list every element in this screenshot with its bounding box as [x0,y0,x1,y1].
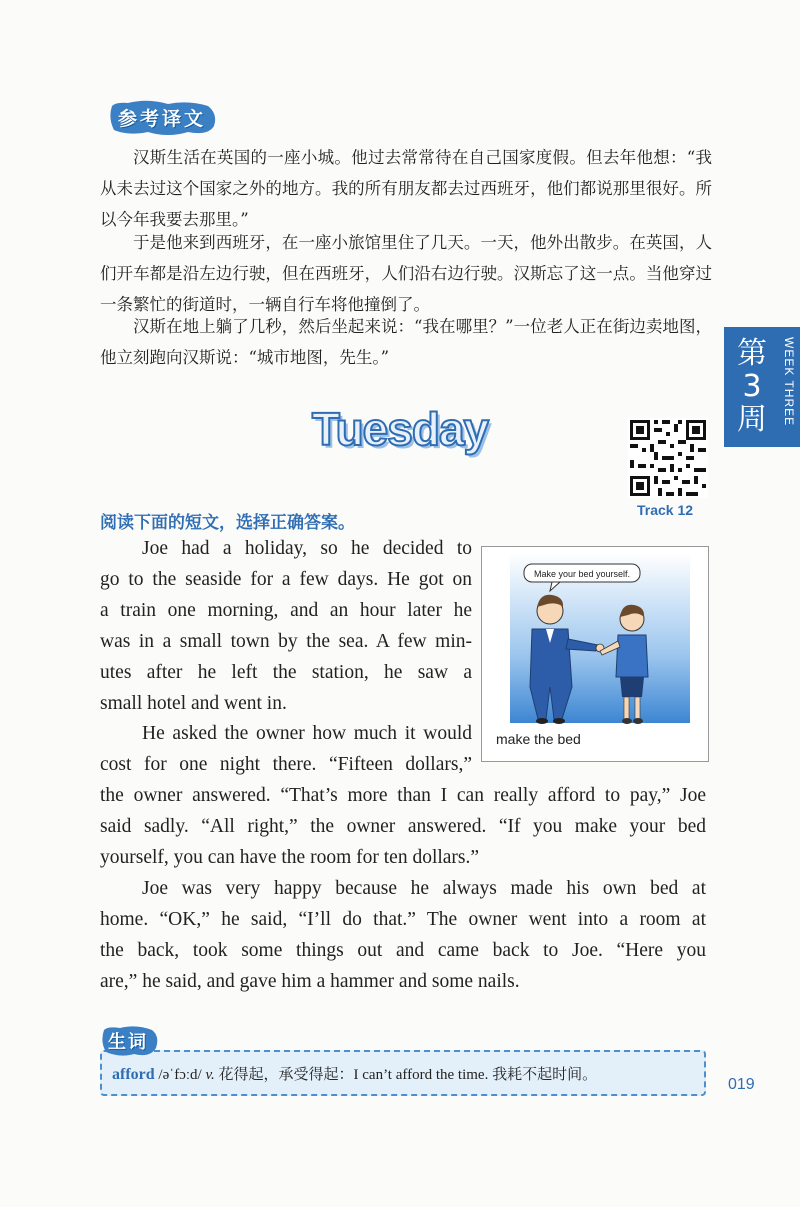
illustration-caption: make the bed [496,731,581,747]
passage-line: are,” he said, and gave him a hammer and some nails. [100,971,520,992]
passage-line: a train one morning, and an hour later he [100,600,472,621]
reference-translation-badge [108,98,218,138]
passage-line: home. “OK,” he said, “I’ll do that.” The owner went into a room at [100,909,706,930]
speech-bubble-text: Make your bed yourself. [533,569,631,579]
passage-line: Joe was very happy because he always made his own bed at [142,878,706,899]
passage-line: Joe had a holiday, so he decided to [142,538,472,559]
passage-paragraph-3 [100,873,706,997]
passage-line: utes after he left the station, he saw a [100,662,472,683]
translation-paragraph-1: 汉斯生活在英国的一座小城。他过去常常待在自己国家度假。但去年他想：“我从未去过这个国家之外的地方。我的所有朋友都去过西班牙，他们都说那里很好。所以今年我要去那里。” [100,148,712,229]
reference-badge-label: 参考译文 [118,108,207,130]
passage-line: cost for one night there. “Fifteen dollars,” [100,754,472,775]
vocabulary-phonetic: /əˈfɔːd/ [154,1067,206,1083]
illustration [481,546,709,762]
passage-line: was in a small town by the sea. A few min- [100,631,472,652]
vocabulary-box [100,1050,706,1096]
passage-line: yourself, you can have the room for ten dollars.” [100,847,480,868]
vocabulary-entry [112,1063,597,1084]
translation-paragraph-3: 汉斯在地上躺了几秒，然后坐起来说：“我在哪里？”一位老人正在街边卖地图，他立刻跑向汉斯说：“城市地图，先生。” [100,317,712,367]
vocabulary-pos: v. [205,1067,215,1083]
week-tab [724,327,800,447]
illustration-figure [482,547,708,761]
day-title: Tuesday [311,403,489,455]
passage-paragraph-2-bottom [100,780,706,873]
translation-paragraph-2: 于是他来到西班牙，在一座小旅馆里住了几天。一天，他外出散步。在英国，人们开车都是沿左边行驶，但在西班牙，人们沿右边行驶。汉斯忘了这一点。当他穿过一条繁忙的街道时，一辆自行车将他撞倒了。 [100,233,712,314]
track-label: Track 12 [637,502,694,518]
instruction: 阅读下面的短文，选择正确答案。 [100,513,355,533]
vocabulary-word: afford [112,1066,155,1083]
passage-paragraph-1 [100,533,472,719]
qr-code-icon[interactable] [628,418,708,498]
passage-paragraph-2-top [100,718,472,780]
passage-line: said sadly. “All right,” the owner answered. “If you make your bed [100,816,706,837]
passage-line: go to the seaside for a few days. He got on [100,569,472,590]
passage-line: the owner answered. “That’s more than I can really afford to pay,” Joe [100,785,706,806]
week-tab-en: WEEK THREE [782,337,796,427]
vocabulary-definition: 花得起，承受得起：I can’t afford the time. 我耗不起时间。 [214,1067,598,1083]
page-number: 019 [728,1076,755,1093]
vocabulary-badge [100,1024,160,1058]
passage-line: He asked the owner how much it would [142,723,472,744]
vocabulary-badge-label: 生词 [108,1032,148,1053]
passage-line: small hotel and went in. [100,693,287,714]
week-tab-zh: 第3周 [737,336,767,437]
passage-line: the back, took some things out and came back to Joe. “Here you [100,940,706,961]
